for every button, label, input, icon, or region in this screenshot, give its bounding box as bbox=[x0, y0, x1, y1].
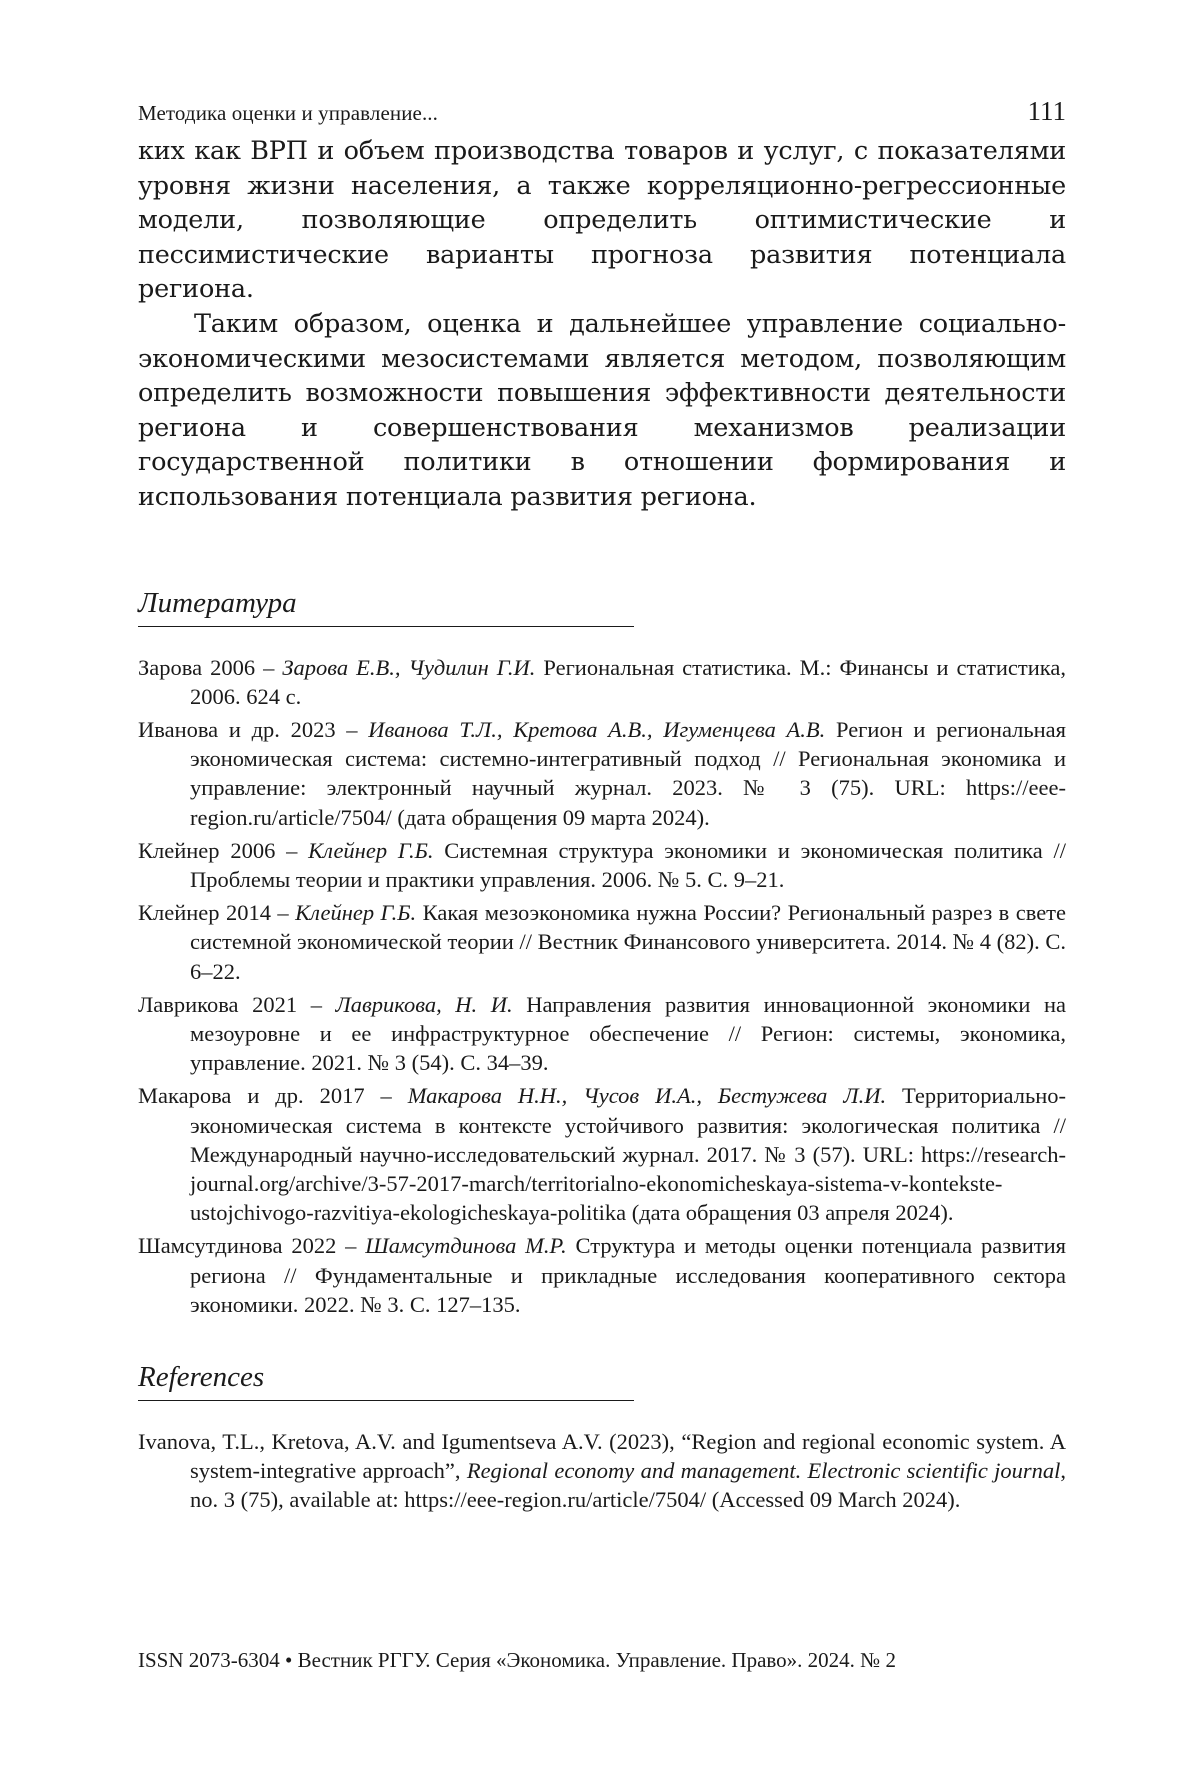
page-number: 111 bbox=[1028, 96, 1067, 127]
entry-text: Какая мезоэкономика нужна России? Региональный разрез в свете системной экономической теории // Вестник Финансового университета. 2014. № 4 (82). С. 6–22. bbox=[190, 900, 1066, 983]
references-list bbox=[138, 1427, 1066, 1515]
reference-text-start: Ivanova, T.L., Kretova, A.V. and Igumentseva A.V. (2023), “Region and regional economic system. A system-integrative approach”, bbox=[138, 1429, 1066, 1483]
entry-text: Направления развития инновационной экономики на мезоуровне и ее инфраструктурное обеспечение // Регион: системы, экономика, управление. 2021. № 3 (54). С. 34–39. bbox=[190, 992, 1066, 1075]
page-content bbox=[138, 96, 1066, 1519]
entry-authors: Лаврикова, Н. И. bbox=[336, 992, 513, 1017]
entry-key: Макарова и др. 2017 – bbox=[138, 1083, 408, 1108]
literature-list bbox=[138, 653, 1066, 1319]
entry-key: Иванова и др. 2023 – bbox=[138, 717, 368, 742]
entry-key: Клейнер 2006 – bbox=[138, 838, 308, 863]
entry-text: Регион и региональная экономическая система: системно-интегративный подход // Региональная экономика и управление: электронный научный журнал. 2023. № 3 (75). URL: https://eee-region.ru/article/7504/ (дата обращения 09 марта 2024). bbox=[190, 717, 1066, 830]
entry-key: Зарова 2006 – bbox=[138, 655, 282, 680]
literature-entry bbox=[138, 715, 1066, 832]
body-text bbox=[138, 134, 1066, 515]
entry-authors: Макарова Н.Н., Чусов И.А., Бестужева Л.И. bbox=[408, 1083, 886, 1108]
entry-text: Региональная статистика. М.: Финансы и статистика, 2006. 624 с. bbox=[190, 655, 1066, 709]
literature-heading: Литература bbox=[138, 587, 634, 627]
body-paragraph-2: Таким образом, оценка и дальнейшее управление социально-экономическими мезосистемами является методом, позволяющим определить возможности повышения эффективности деятельности региона и совершенствования механизмов реализации государственной политики в отношении формирования и использования потенциала развития региона. bbox=[138, 307, 1066, 515]
running-header bbox=[138, 96, 1066, 132]
reference-text-end: , no. 3 (75), available at: https://eee-region.ru/article/7504/ (Accessed 09 March 2024). bbox=[190, 1458, 1066, 1512]
entry-authors: Зарова Е.В., Чудилин Г.И. bbox=[282, 655, 535, 680]
running-title: Методика оценки и управление... bbox=[138, 101, 438, 126]
body-paragraph-1: ких как ВРП и объем производства товаров и услуг, с показателями уровня жизни населения, а также корреляционно-регрессионные модели, позволяющие определить оптимистические и пессимистические варианты прогноза развития потенциала региона. bbox=[138, 134, 1066, 307]
reference-journal: Regional economy and management. Electronic scientific journal bbox=[467, 1458, 1061, 1483]
literature-entry bbox=[138, 836, 1066, 894]
entry-text: Системная структура экономики и экономическая политика // Проблемы теории и практики управления. 2006. № 5. С. 9–21. bbox=[190, 838, 1066, 892]
literature-entry bbox=[138, 990, 1066, 1078]
references-heading: References bbox=[138, 1361, 634, 1401]
literature-entry bbox=[138, 1231, 1066, 1319]
entry-text: Территориально-экономическая система в контексте устойчивого развития: экологическая политика // Международный научно-исследовательский журнал. 2017. № 3 (57). URL: https://research-journal.org/archive/3-57-2017-march/territorialno-ekonomicheskaya-sistema-v-kontekste-ustojchivogo-razvitiya-ekologicheskaya-politika (дата обращения 03 апреля 2024). bbox=[190, 1083, 1066, 1225]
entry-authors: Клейнер Г.Б. bbox=[295, 900, 416, 925]
page-footer: ISSN 2073-6304 • Вестник РГГУ. Серия «Экономика. Управление. Право». 2024. № 2 bbox=[138, 1648, 1066, 1673]
entry-authors: Шамсутдинова М.Р. bbox=[365, 1233, 566, 1258]
reference-entry bbox=[138, 1427, 1066, 1515]
entry-authors: Клейнер Г.Б. bbox=[308, 838, 433, 863]
literature-entry bbox=[138, 898, 1066, 986]
entry-key: Клейнер 2014 – bbox=[138, 900, 295, 925]
entry-key: Шамсутдинова 2022 – bbox=[138, 1233, 365, 1258]
entry-authors: Иванова Т.Л., Кретова А.В., Игуменцева А.В. bbox=[368, 717, 825, 742]
entry-text: Структура и методы оценки потенциала развития региона // Фундаментальные и прикладные исследования кооперативного сектора экономики. 2022. № 3. С. 127–135. bbox=[190, 1233, 1066, 1316]
literature-entry bbox=[138, 653, 1066, 711]
literature-entry bbox=[138, 1081, 1066, 1227]
entry-key: Лаврикова 2021 – bbox=[138, 992, 336, 1017]
